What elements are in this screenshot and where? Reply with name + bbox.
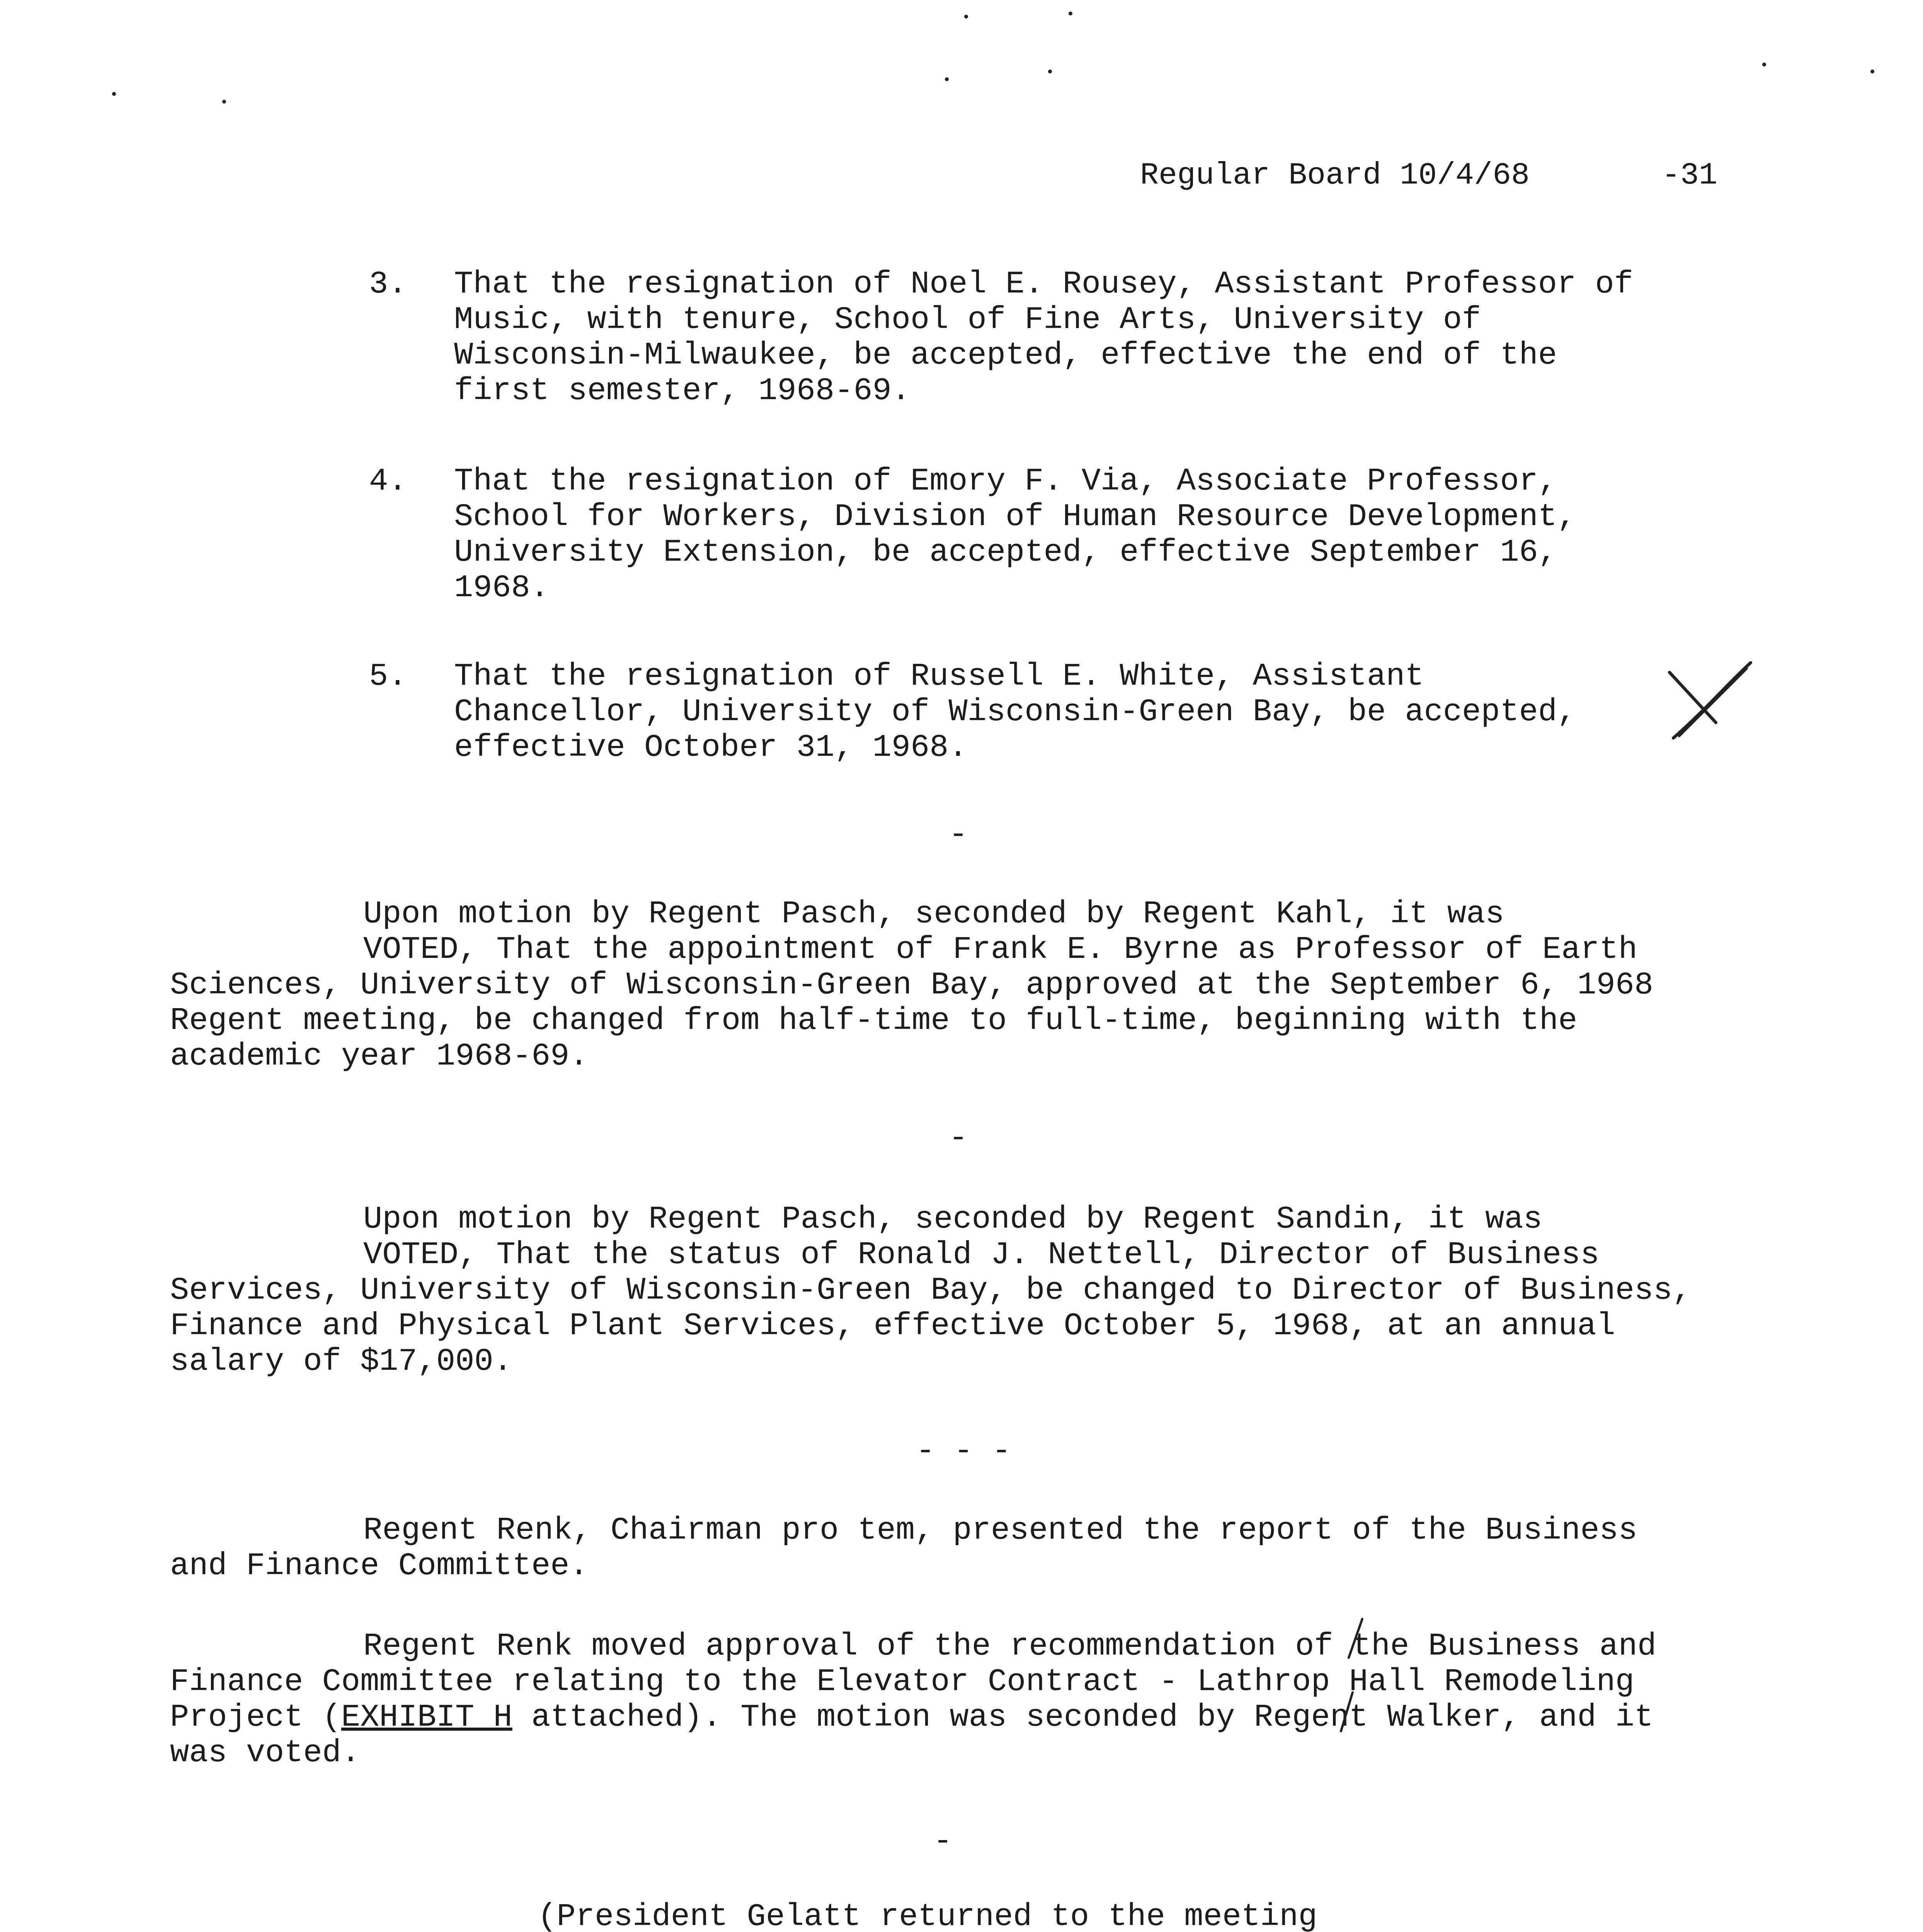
elevator-contract-paragraph (170, 1629, 1708, 1771)
scan-speck (1870, 70, 1874, 73)
header-page-number: -31 (1662, 158, 1718, 193)
section-separator: - (949, 817, 968, 853)
scan-speck (945, 77, 949, 81)
note-line-1: (President Gelatt returned to the meeting (538, 1899, 1317, 1932)
header-title: Regular Board 10/4/68 (1140, 158, 1530, 193)
scan-speck (112, 92, 116, 96)
item-text: That the resignation of Russell E. White, Assistant Chancellor, University of Wisconsin-Green Bay, be accepted, effective October 31, 1968. (454, 658, 1576, 765)
president-note (425, 1899, 1430, 1932)
item-text: That the resignation of Emory F. Via, Associate Professor, School for Workers, Division of Human Resource Development, University Extension, be accepted, effective September 16, 1968. (454, 463, 1576, 606)
scan-speck (1048, 70, 1052, 73)
motion-body: VOTED, That the appointment of Frank E. Byrne as Professor of Earth Sciences, University of Wisconsin-Green Bay, approved at the September 6, 1968 Regent meeting, be changed from half-time to full-time, beginning with the academic year 1968-69. (170, 932, 1654, 1074)
motion-body: VOTED, That the status of Ronald J. Nettell, Director of Business Services, University of Wisconsin-Green Bay, be changed to Director of Business, Finance and Physical Plant Services, effective October 5, 1968, at an annual salary of $17,000. (170, 1237, 1692, 1379)
report-text: Regent Renk, Chairman pro tem, presented the report of the Business and Finance Committee. (170, 1512, 1637, 1584)
exhibit-reference: EXHIBIT H (341, 1699, 512, 1735)
paragraph-text: Regent Renk moved approval of the recommendation of the Business and Finance Committee relating to the Elevator Contract - Lathrop Hall Remodeling Project ( (170, 1628, 1657, 1735)
section-separator: - (933, 1823, 953, 1859)
motion-intro: Upon motion by Regent Pasch, seconded by Regent Kahl, it was (363, 896, 1504, 932)
page-header (1140, 156, 1778, 195)
scan-speck (964, 15, 968, 19)
paragraph-text: attached). The motion was seconded by Regent Walker, and it was voted. (170, 1699, 1654, 1771)
scan-speck (1069, 12, 1072, 15)
report-paragraph (170, 1513, 1708, 1584)
item-number: 3. (369, 266, 407, 302)
motion-paragraph-2 (170, 1202, 1708, 1379)
motion-intro: Upon motion by Regent Pasch, seconded by Regent Sandin, it was (363, 1201, 1542, 1237)
motion-paragraph-1 (170, 896, 1708, 1074)
scan-speck (1762, 63, 1766, 66)
scan-speck (222, 100, 226, 104)
item-number: 4. (369, 463, 407, 499)
item-text: That the resignation of Noel E. Rousey, Assistant Professor of Music, with tenure, School of Fine Arts, University of Wisconsin-Milwaukee, be accepted, effective the end of the first semester, 1968-69. (454, 266, 1633, 409)
section-separator-triple: - - - (916, 1433, 1011, 1469)
section-separator: - (949, 1120, 968, 1156)
item-number: 5. (369, 658, 407, 694)
